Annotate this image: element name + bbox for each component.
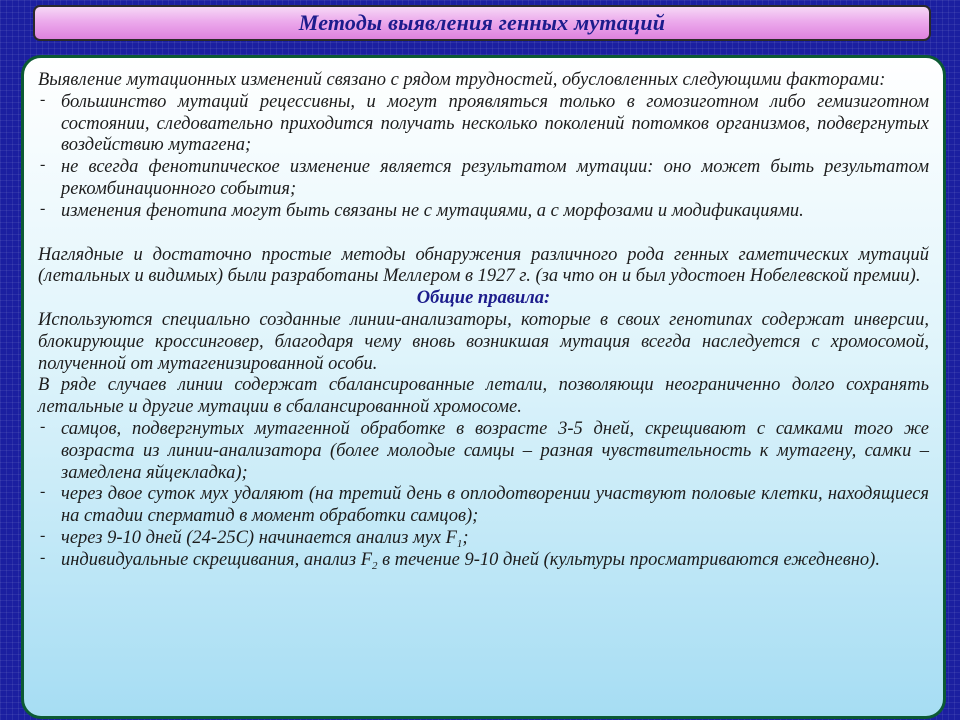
f1-subscript: 1	[456, 537, 463, 550]
dash-bullet-icon: -	[40, 548, 46, 566]
dash-bullet-icon: -	[40, 156, 46, 174]
factors-list	[38, 92, 929, 223]
rules-paragraph-2: В ряде случаев линии содержат сбалансированные летали, позволяющи неограниченно долго сохранять летальные и другие мутации в сбалансированной хромосоме.	[38, 375, 929, 418]
slide-body	[38, 70, 929, 572]
dash-bullet-icon: -	[40, 526, 46, 544]
rules-paragraph-1: Используются специально созданные линии-анализаторы, которые в своих генотипах содержат инверсии, блокирующие кроссинговер, благодаря чему вновь возникшая мутация всегда наследуется с хромосомой, полученной от мутагенизированной особи.	[38, 309, 929, 374]
step-item	[38, 528, 929, 550]
slide-title: Методы выявления генных мутаций	[298, 10, 666, 35]
title-bar	[33, 5, 931, 41]
step-text: самцов, подвергнутых мутагенной обработке в возрасте 3-5 дней, скрещивают с самками того же возраста из линии-анализатора (более молодые самцы – разная чувствительность к мутагену, самки – замедлена яйцекладка);	[61, 418, 929, 483]
dash-bullet-icon: -	[40, 417, 46, 435]
factor-item	[38, 201, 929, 223]
dash-bullet-icon: -	[40, 90, 46, 108]
step-text: через двое суток мух удаляют (на третий день в оплодотворении участвуют половые клетки, находящиеся на стадии сперматид в момент обработки самцов);	[61, 484, 929, 527]
step-text-tail: в течение 9-10 дней (культуры просматриваются ежедневно).	[377, 549, 880, 570]
steps-list	[38, 419, 929, 572]
step-text-tail: ;	[462, 527, 469, 548]
step-item	[38, 484, 929, 528]
history-paragraph: Наглядные и достаточно простые методы обнаружения различного рода генных гаметических мутаций (летальных и видимых) были разработаны Меллером в 1927 г. (за что он и был удостоен Нобелевской премии).	[38, 244, 929, 287]
factor-text: не всегда фенотипическое изменение является результатом мутации: оно может быть результатом рекомбинационного события;	[61, 157, 929, 199]
step-text: индивидуальные скрещивания, анализ F	[61, 549, 373, 570]
factor-item	[38, 92, 929, 157]
rules-heading: Общие правила:	[416, 288, 551, 309]
step-item	[38, 419, 929, 484]
dash-bullet-icon: -	[40, 199, 46, 217]
f2-subscript: 2	[372, 559, 378, 572]
content-panel	[21, 55, 946, 719]
intro-paragraph: Выявление мутационных изменений связано с рядом трудностей, обусловленных следующими факторами:	[38, 70, 886, 90]
factor-text: изменения фенотипа могут быть связаны не с мутациями, а с морфозами и модификациями.	[61, 200, 804, 221]
step-text: через 9-10 дней (24-25С) начинается анализ мух F	[61, 527, 457, 548]
step-item	[38, 550, 929, 572]
factor-item	[38, 157, 929, 201]
spacer	[38, 223, 929, 245]
dash-bullet-icon: -	[40, 483, 46, 501]
factor-text: большинство мутаций рецессивны, и могут проявляться только в гомозиготном либо гемизиготном состоянии, следовательно приходится получать несколько поколений потомков организмов, подвергнутых воздействию мутагена;	[61, 91, 929, 156]
